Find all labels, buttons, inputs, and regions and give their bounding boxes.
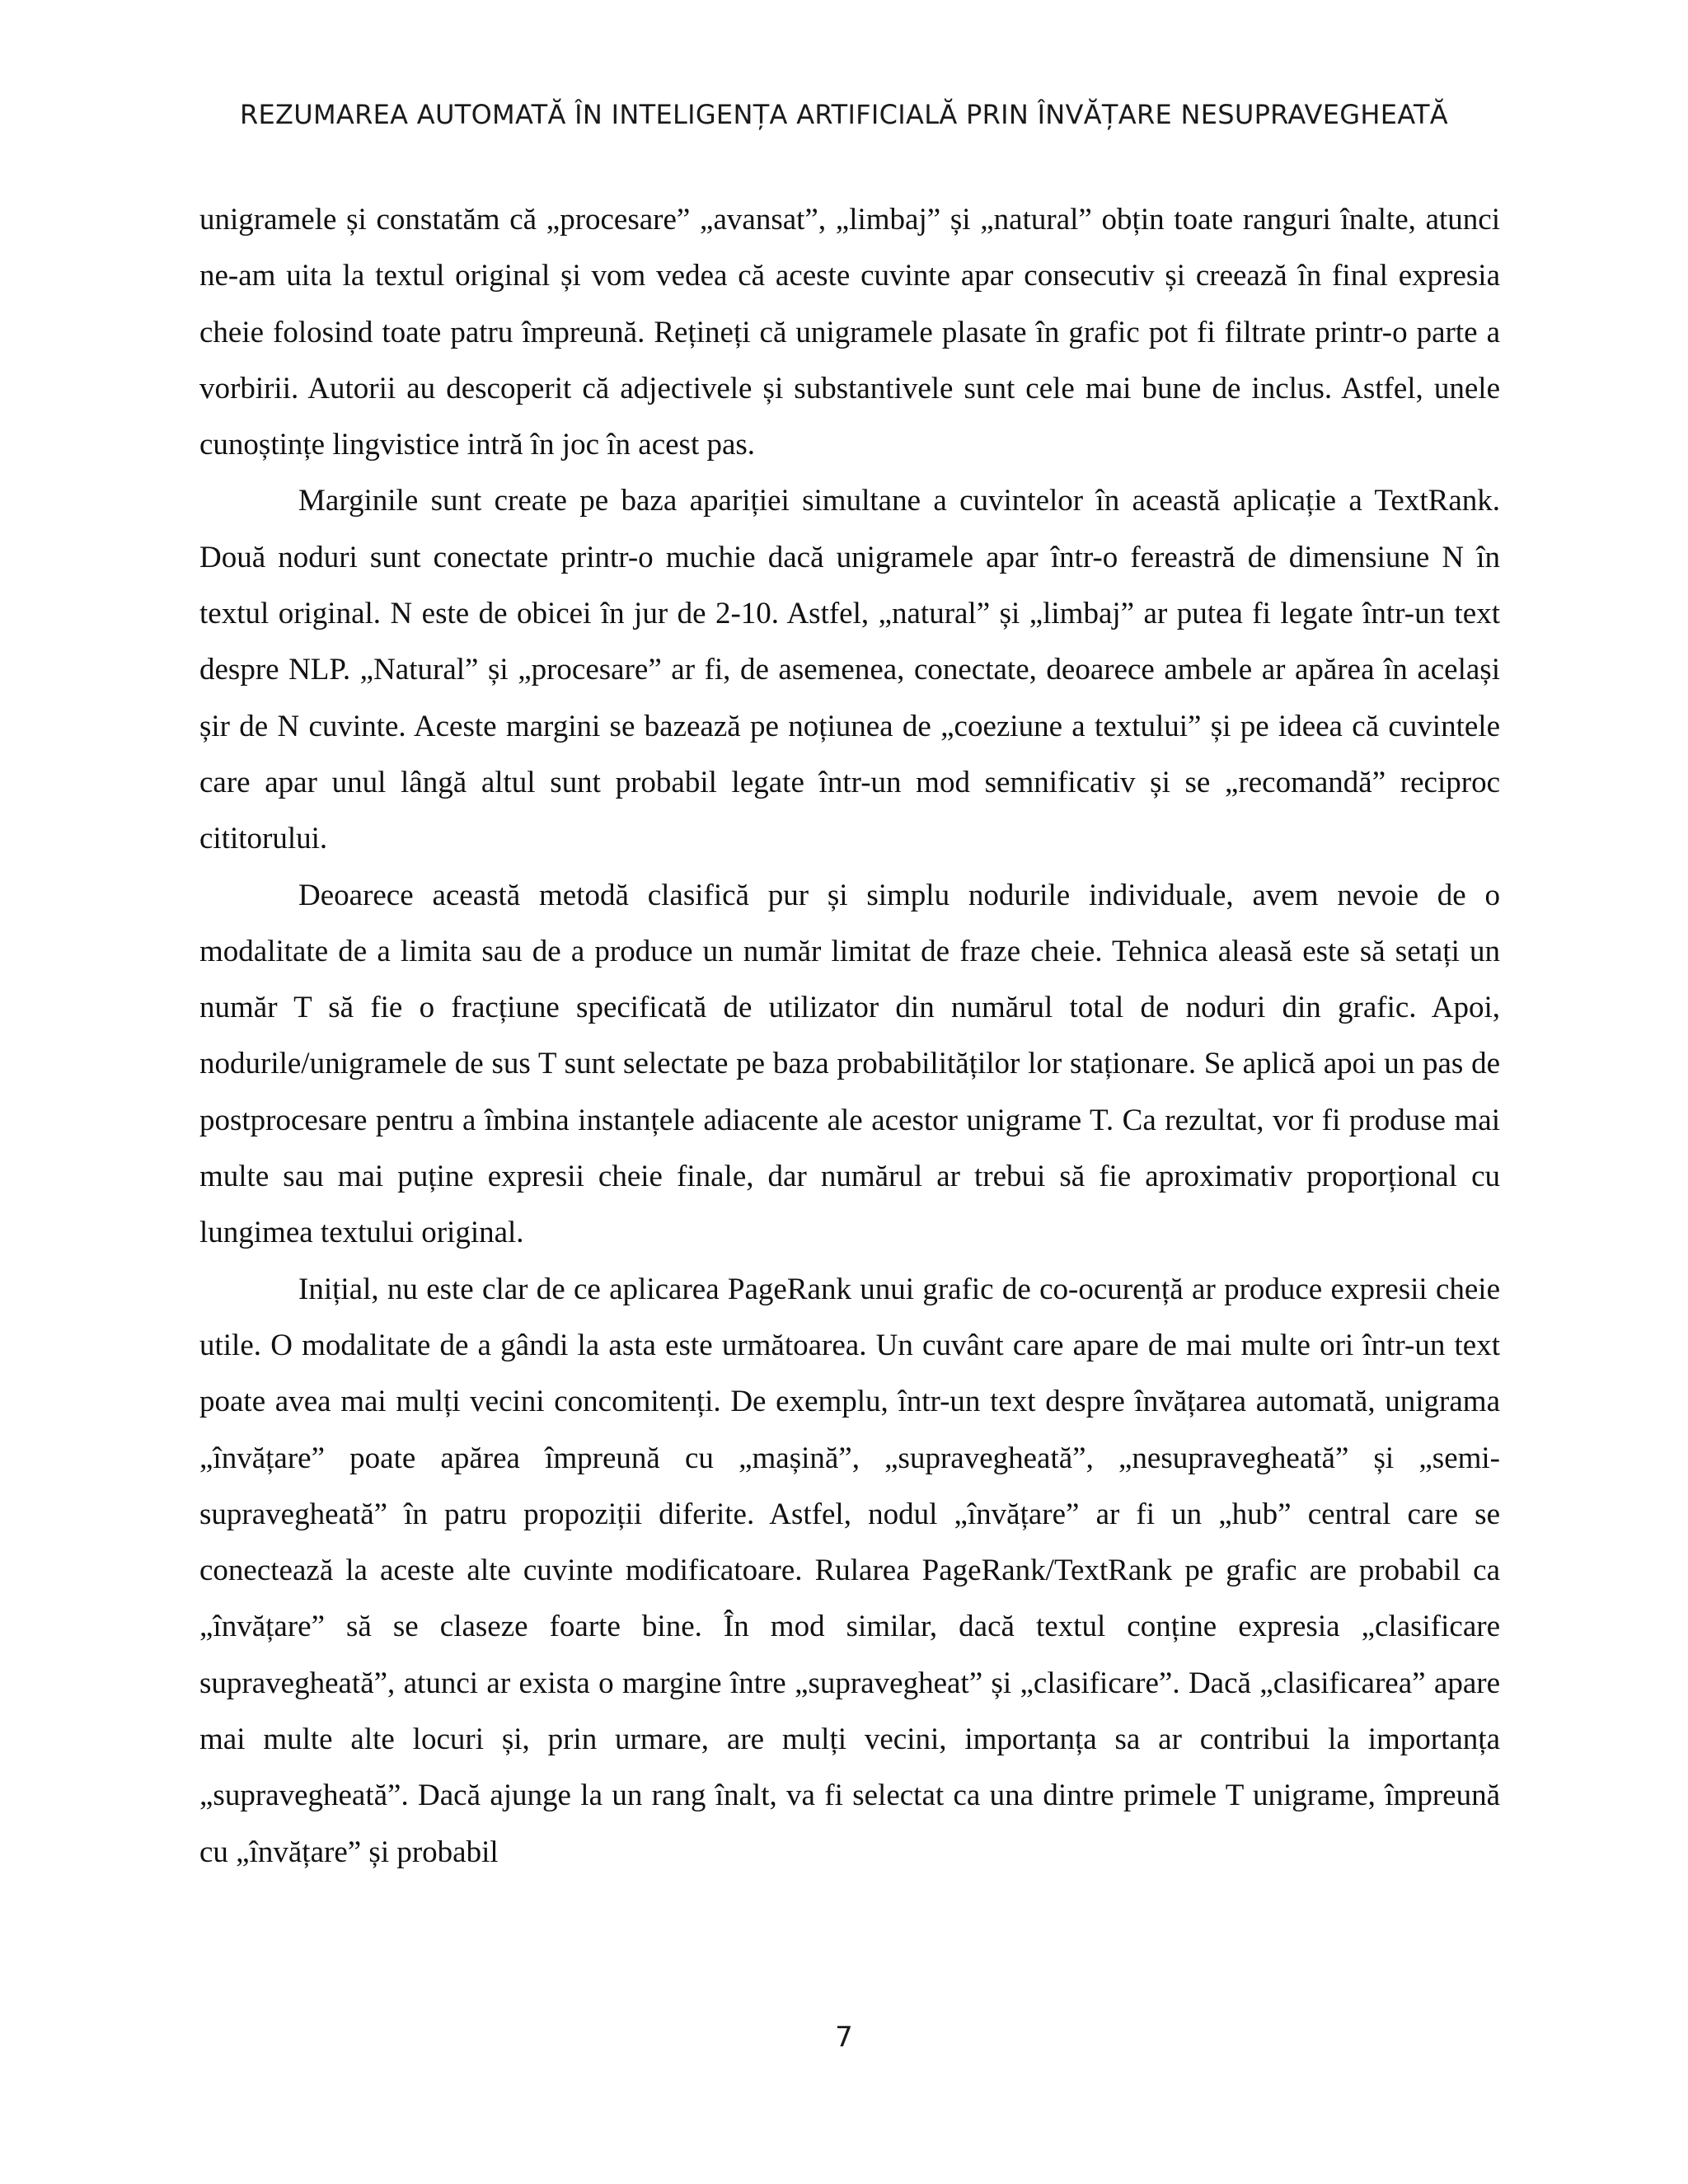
paragraph-continued: unigramele și constatăm că „procesare” „avansat”, „limbaj” și „natural” obțin toate ranguri înalte, atunci ne-am uita la textul original și vom vedea că aceste cuvinte apar consecutiv și creează în final expresia cheie folosind toate patru împreună. Rețineți că unigramele plasate în grafic pot fi filtrate printr-o parte a vorbirii. Autorii au descoperit că adjectivele și substantivele sunt cele mai bune de inclus. Astfel, unele cunoștințe lingvistice intră în joc în acest pas. bbox=[199, 203, 1500, 462]
page-number: 7 bbox=[835, 2021, 853, 2054]
running-header: REZUMAREA AUTOMATĂ ÎN INTELIGENȚA ARTIFICIALĂ PRIN ÎNVĂȚARE NESUPRAVEGHEATĂ bbox=[240, 99, 1448, 130]
paragraph-ranking-limit: Deoarece această metodă clasifică pur și simplu nodurile individuale, avem nevoie de o modalitate de a limita sau de a produce un număr limitat de fraze cheie. Tehnica aleasă este să setați un număr T să fie o fracțiune specificată de utilizator din numărul total de noduri din grafic. Apoi, nodurile/unigramele de sus T sunt selectate pe baza probabilităților lor staționare. Se aplică apoi un pas de postprocesare pentru a îmbina instanțele adiacente ale acestor unigrame T. Ca rezultat, vor fi produse mai multe sau mai puține expresii cheie finale, dar numărul ar trebui să fie aproximativ proporțional cu lungimea textului original. bbox=[199, 878, 1500, 1250]
body-text bbox=[199, 192, 1500, 1881]
paragraph-edges: Marginile sunt create pe baza apariției simultane a cuvintelor în această aplicație a TextRank. Două noduri sunt conectate printr-o muchie dacă unigramele apar într-o fereastră de dimensiune N în textul original. N este de obicei în jur de 2-10. Astfel, „natural” și „limbaj” ar putea fi legate într-un text despre NLP. „Natural” și „procesare” ar fi, de asemenea, conectate, deoarece ambele ar apărea în același șir de N cuvinte. Aceste margini se bazează pe noțiunea de „coeziune a textului” și pe ideea că cuvintele care apar unul lângă altul sunt probabil legate într-un mod semnificativ și se „recomandă” reciproc cititorului. bbox=[199, 484, 1500, 856]
paragraph-pagerank-intuition: Inițial, nu este clar de ce aplicarea PageRank unui grafic de co-ocurență ar produce expresii cheie utile. O modalitate de a gândi la asta este următoarea. Un cuvânt care apare de mai multe ori într-un text poate avea mai mulți vecini concomitenți. De exemplu, într-un text despre învățarea automată, unigrama „învățare” poate apărea împreună cu „mașină”, „supravegheată”, „nesupravegheată” și „semi-supravegheată” în patru propoziții diferite. Astfel, nodul „învățare” ar fi un „hub” central care se conectează la aceste alte cuvinte modificatoare. Rularea PageRank/TextRank pe grafic are probabil ca „învățare” să se claseze foarte bine. În mod similar, dacă textul conține expresia „clasificare supravegheată”, atunci ar exista o margine între „supravegheat” și „clasificare”. Dacă „clasificarea” apare mai multe alte locuri și, prin urmare, are mulți vecini, importanța sa ar contribui la importanța „supravegheată”. Dacă ajunge la un rang înalt, va fi selectat ca una dintre primele T unigrame, împreună cu „învățare” și probabil bbox=[199, 1272, 1500, 1869]
